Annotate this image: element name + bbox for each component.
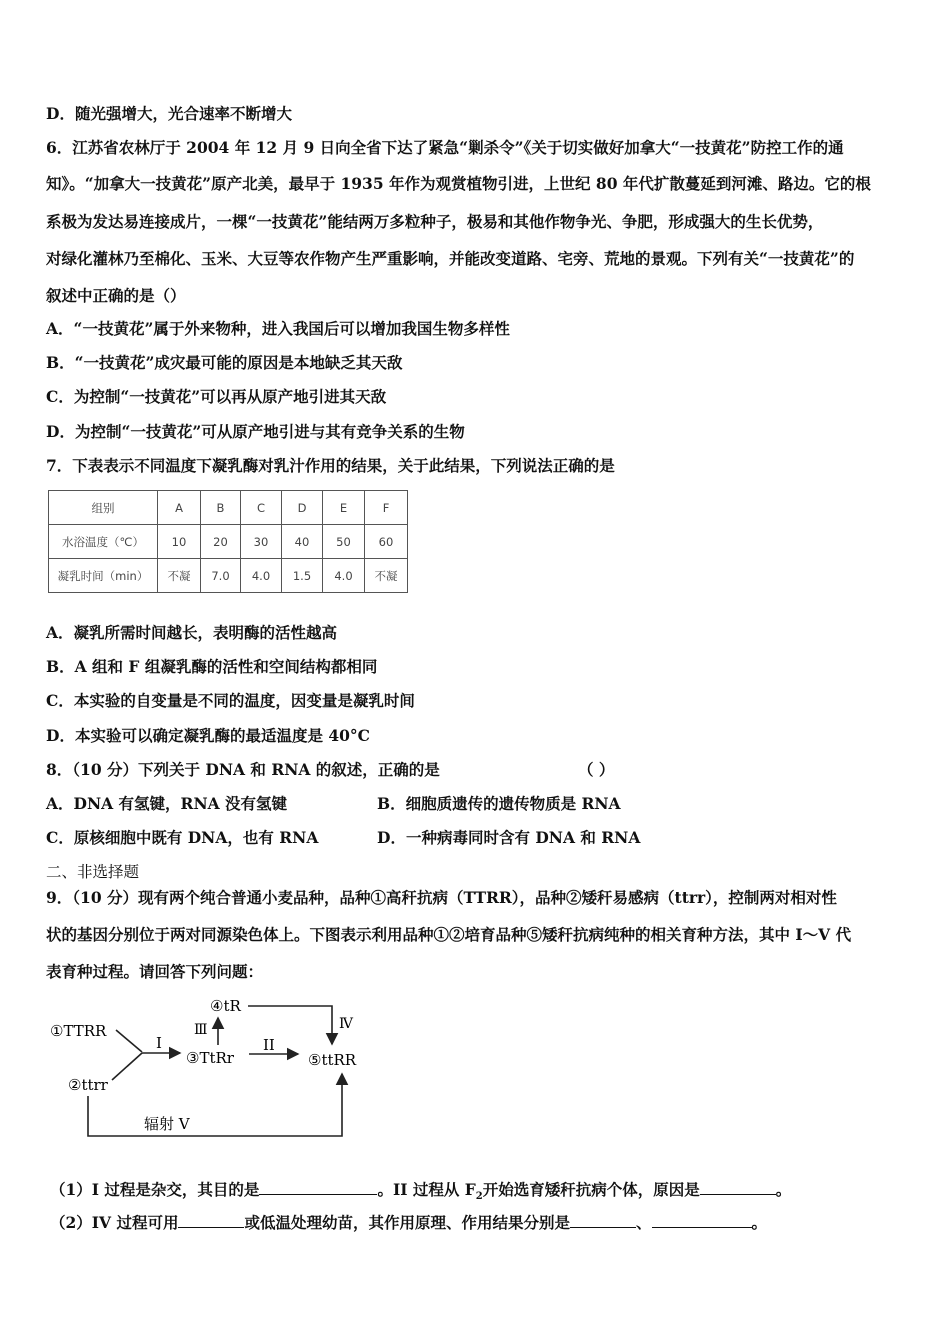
sub1-text-c: 开始选育矮秆抗病个体，原因是 bbox=[482, 1180, 700, 1199]
answer-blank-4[interactable] bbox=[570, 1213, 636, 1228]
q7-option-a: A．凝乳所需时间越长，表明酶的活性越高 bbox=[46, 623, 338, 642]
subscript-2: 2 bbox=[475, 1191, 483, 1203]
q6-stem-line-1: 6．江苏省农林厅于 2004 年 12 月 9 日向全省下达了紧急“剿杀令”《关于切实做好加拿大“一技黄花”防控工作的通 bbox=[46, 138, 844, 157]
q9-subquestion-1 bbox=[50, 1180, 791, 1207]
q6-option-a: A．“一技黄花”属于外来物种，进入我国后可以增加我国生物多样性 bbox=[46, 319, 510, 338]
sub1-text-b: 。II 过程从 F bbox=[377, 1180, 476, 1199]
table-cell: 不凝 bbox=[158, 559, 201, 593]
answer-blank-1[interactable] bbox=[259, 1180, 377, 1195]
q9-stem-line-3: 表育种过程。请回答下列问题： bbox=[46, 962, 264, 981]
q6-option-c: C．为控制“一技黄花”可以再从原产地引进其天敌 bbox=[46, 387, 387, 406]
diagram-line bbox=[112, 1053, 142, 1080]
q7-option-d: D．本实验可以确定凝乳酶的最适温度是 40°C bbox=[46, 726, 370, 745]
q5-option-d: D．随光强增大，光合速率不断增大 bbox=[46, 104, 292, 123]
q7-option-b: B．A 组和 F 组凝乳酶的活性和空间结构都相同 bbox=[46, 657, 378, 676]
table-cell: 水浴温度（℃） bbox=[49, 525, 158, 559]
diagram-arrow bbox=[248, 1006, 332, 1044]
process-label-ii: II bbox=[263, 1036, 275, 1054]
node-variety-4: ④tR bbox=[210, 997, 241, 1015]
process-label-v: 辐射 V bbox=[144, 1115, 190, 1133]
q7-stem: 7．下表表示不同温度下凝乳酶对乳汁作用的结果，关于此结果，下列说法正确的是 bbox=[46, 456, 615, 475]
sub1-text-d: 。 bbox=[775, 1180, 792, 1199]
q8-option-a: A．DNA 有氢键，RNA 没有氢键 bbox=[46, 794, 288, 813]
table-cell: 50 bbox=[323, 525, 365, 559]
table-cell: E bbox=[323, 491, 365, 525]
table-row bbox=[49, 491, 408, 525]
table-cell: 20 bbox=[201, 525, 241, 559]
table-cell: B bbox=[201, 491, 241, 525]
q9-stem-line-1: 9．（10 分）现有两个纯合普通小麦品种，品种①高秆抗病（TTRR），品种②矮秆易感病（ttrr），控制两对相对性 bbox=[46, 888, 837, 907]
node-variety-3: ③TtRr bbox=[186, 1049, 234, 1067]
table-cell: 30 bbox=[241, 525, 282, 559]
table-cell: A bbox=[158, 491, 201, 525]
table-cell: 凝乳时间（min） bbox=[49, 559, 158, 593]
node-variety-2: ②ttrr bbox=[68, 1076, 108, 1094]
node-variety-5: ⑤ttRR bbox=[308, 1051, 357, 1069]
table-cell: 60 bbox=[365, 525, 408, 559]
q8-stem: 8．（10 分）下列关于 DNA 和 RNA 的叙述，正确的是 bbox=[46, 760, 440, 779]
table-cell: D bbox=[282, 491, 323, 525]
table-cell: 10 bbox=[158, 525, 201, 559]
q7-option-c: C．本实验的自变量是不同的温度，因变量是凝乳时间 bbox=[46, 691, 415, 710]
table-cell: 4.0 bbox=[323, 559, 365, 593]
table-row bbox=[49, 559, 408, 593]
node-variety-1: ①TTRR bbox=[50, 1022, 107, 1040]
process-label-iii: Ⅲ bbox=[194, 1022, 208, 1038]
table-cell: F bbox=[365, 491, 408, 525]
process-label-iv: Ⅳ bbox=[339, 1016, 353, 1032]
table-cell: C bbox=[241, 491, 282, 525]
q6-stem-line-2: 知》。“加拿大一技黄花”原产北美，最早于 1935 年作为观赏植物引进，上世纪 80 年代扩散蔓延到河滩、路边。它的根 bbox=[46, 174, 871, 193]
q8-answer-paren: （ ） bbox=[578, 760, 615, 779]
q8-option-b: B．细胞质遗传的遗传物质是 RNA bbox=[377, 794, 621, 813]
q9-stem-line-2: 状的基因分别位于两对同源染色体上。下图表示利用品种①②培育品种⑤矮秆抗病纯种的相关育种方法，其中 I～V 代 bbox=[46, 925, 852, 944]
q6-stem-line-3: 系极为发达易连接成片，一棵“一技黄花”能结两万多粒种子，极易和其他作物争光、争肥，形成强大的生长优势， bbox=[46, 212, 824, 231]
q6-option-d: D．为控制“一技黄花”可从原产地引进与其有竞争关系的生物 bbox=[46, 422, 465, 441]
table-cell: 1.5 bbox=[282, 559, 323, 593]
sub2-text-b: 或低温处理幼苗，其作用原理、作用结果分别是 bbox=[244, 1213, 570, 1232]
process-label-i: I bbox=[156, 1034, 162, 1052]
sub2-text-d: 。 bbox=[751, 1213, 768, 1232]
q6-option-b: B．“一技黄花”成灾最可能的原因是本地缺乏其天敌 bbox=[46, 353, 403, 372]
q6-stem-line-5: 叙述中正确的是（） bbox=[46, 286, 186, 305]
q9-subquestion-2 bbox=[50, 1213, 767, 1233]
table-cell: 不凝 bbox=[365, 559, 408, 593]
table-cell: 7.0 bbox=[201, 559, 241, 593]
section-heading: 二、非选择题 bbox=[46, 863, 140, 881]
breeding-diagram bbox=[40, 990, 380, 1150]
sub2-text-a: （2）IV 过程可用 bbox=[50, 1213, 179, 1232]
sub2-text-c: 、 bbox=[635, 1213, 652, 1232]
q7-enzyme-table bbox=[48, 490, 408, 593]
q6-stem-line-4: 对绿化灌林乃至棉化、玉米、大豆等农作物产生严重影响，并能改变道路、宅旁、荒地的景观。下列有关“一技黄花”的 bbox=[46, 249, 855, 268]
table-cell: 组别 bbox=[49, 491, 158, 525]
answer-blank-5[interactable] bbox=[652, 1213, 752, 1228]
table-row bbox=[49, 525, 408, 559]
diagram-line bbox=[116, 1030, 142, 1052]
answer-blank-3[interactable] bbox=[178, 1213, 244, 1228]
answer-blank-2[interactable] bbox=[700, 1180, 776, 1195]
q8-option-c: C．原核细胞中既有 DNA，也有 RNA bbox=[46, 828, 319, 847]
q8-option-d: D．一种病毒同时含有 DNA 和 RNA bbox=[377, 828, 641, 847]
table-cell: 40 bbox=[282, 525, 323, 559]
table-cell: 4.0 bbox=[241, 559, 282, 593]
sub1-text-a: （1）I 过程是杂交，其目的是 bbox=[50, 1180, 260, 1199]
diagram-arrow bbox=[88, 1074, 342, 1136]
